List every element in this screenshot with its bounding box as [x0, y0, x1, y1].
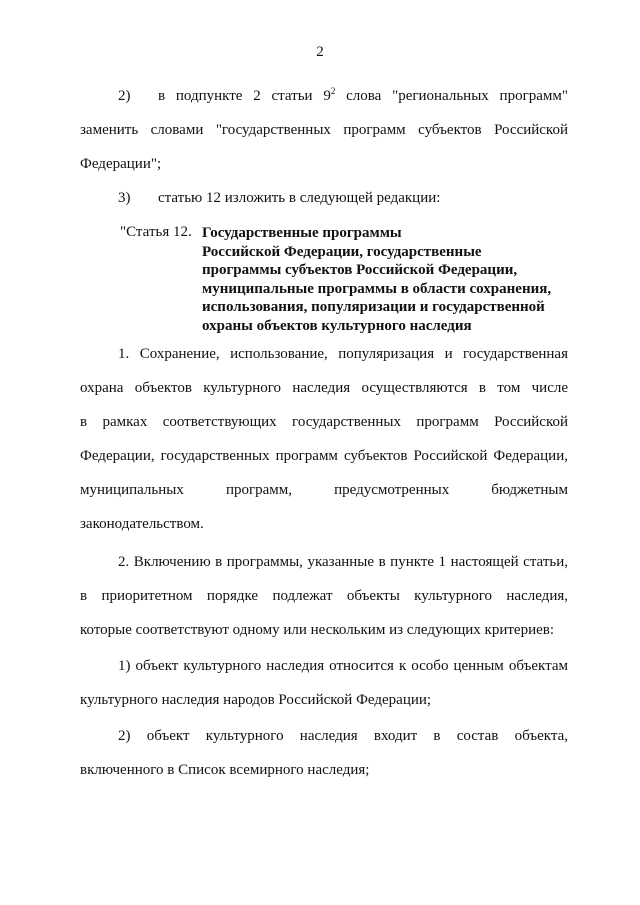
article-heading [202, 224, 582, 335]
paragraph-1-line: охрана объектов культурного наследия осуществляются в том числе [80, 380, 568, 396]
article-heading-line: использования, популяризации и государственной [202, 299, 545, 315]
amendment-2-number: 2) [118, 88, 131, 104]
criterion-1-line: 1) объект культурного наследия относится к особо ценным объектам [118, 658, 568, 674]
article-heading-line: Российской Федерации, государственные [202, 243, 482, 260]
amendment-2-text-end: слова "региональных программ" [335, 88, 568, 104]
article-heading-line: охраны объектов культурного наследия [202, 317, 472, 334]
amendment-2-text-start: в подпункте 2 статьи 9 [158, 88, 331, 104]
amendment-3-number: 3) [118, 190, 131, 206]
amendment-2-text [158, 88, 568, 105]
article-heading-line: Государственные программы [202, 225, 402, 241]
amendment-3-text: статью 12 изложить в следующей редакции: [158, 190, 441, 206]
criterion-1-line: культурного наследия народов Российской Федерации; [80, 692, 432, 708]
paragraph-1-line: Федерации, государственных программ субъектов Российской Федерации, [80, 448, 568, 464]
criterion-2-line: 2) объект культурного наследия входит в состав объекта, [118, 728, 568, 744]
paragraph-2-line: которые соответствуют одному или нескольким из следующих критериев: [80, 622, 555, 638]
article-label: "Статья 12. [120, 224, 192, 240]
amendment-2-line-2: заменить словами "государственных программ субъектов Российской [80, 122, 568, 138]
amendment-2-line-3: Федерации"; [80, 156, 162, 172]
paragraph-2-line: 2. Включению в программы, указанные в пункте 1 настоящей статьи, [118, 554, 568, 570]
paragraph-1-line: в рамках соответствующих государственных программ Российской [80, 414, 568, 430]
paragraph-1-line: 1. Сохранение, использование, популяризация и государственная [118, 346, 568, 362]
paragraph-1-line: законодательством. [80, 516, 204, 532]
article-heading-line: муниципальные программы в области сохранения, [202, 280, 552, 297]
page-number: 2 [316, 44, 324, 60]
amendment-2-line-1 [118, 88, 568, 105]
paragraph-2-line: в приоритетном порядке подлежат объекты культурного наследия, [80, 588, 568, 604]
paragraph-1-line: муниципальных программ, предусмотренных бюджетным [80, 482, 568, 498]
criterion-2-line: включенного в Список всемирного наследия; [80, 762, 370, 778]
article-heading-line: программы субъектов Российской Федерации, [202, 262, 518, 278]
superscript: 2 [330, 86, 336, 96]
